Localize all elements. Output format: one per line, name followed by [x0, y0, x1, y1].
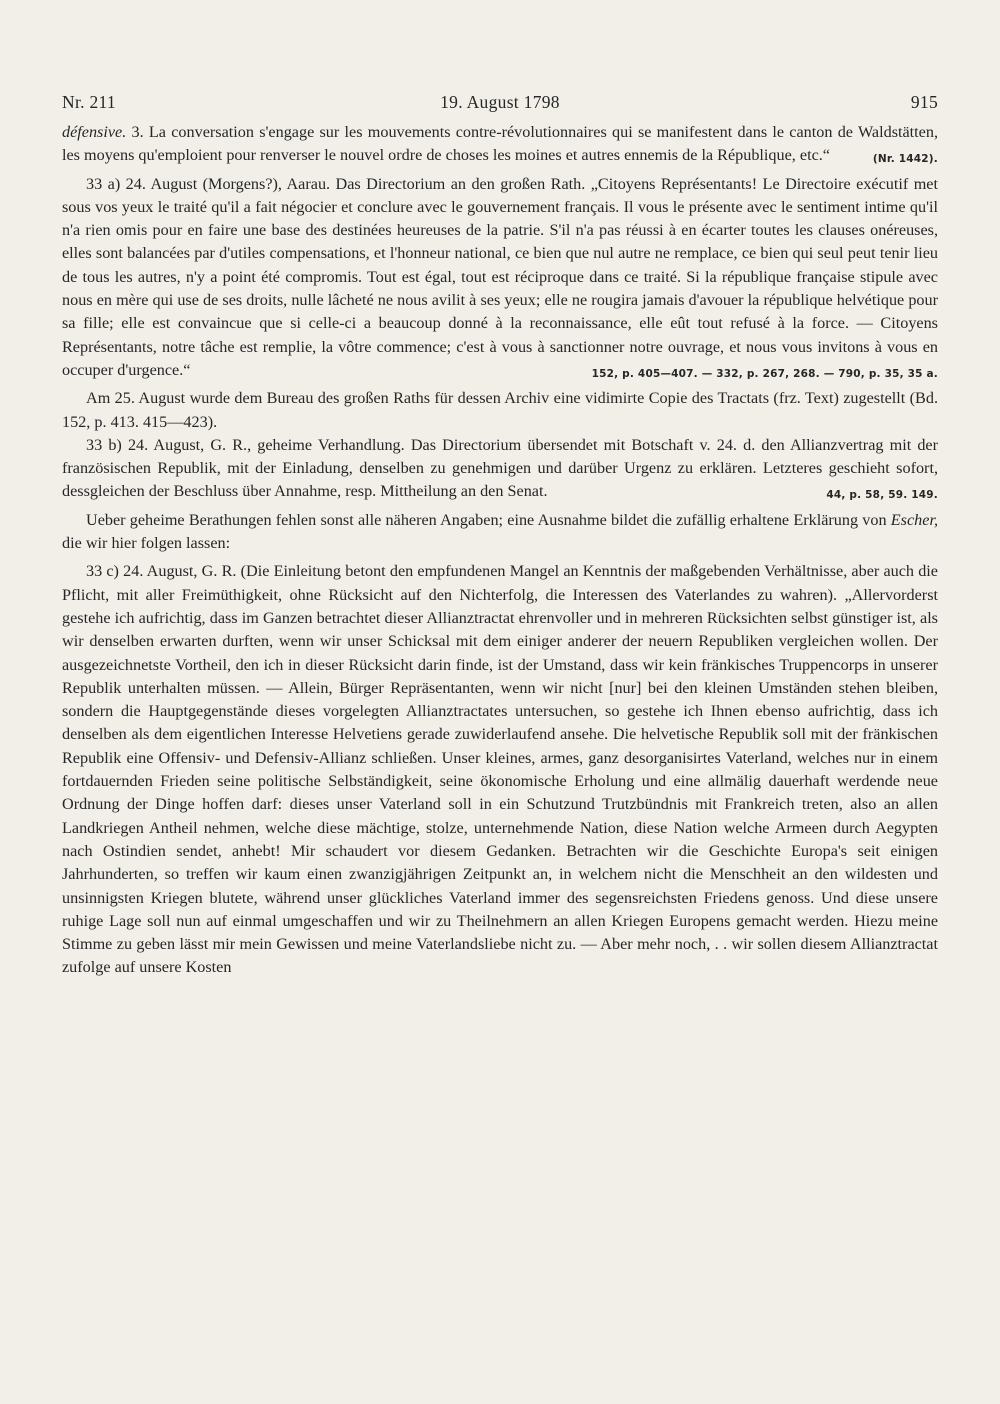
document-number: Nr. 211 — [62, 92, 116, 112]
paragraph-text: 33 a) 24. August (Morgens?), Aarau. Das Directorium an den großen Rath. „Citoyens Représentants! Le Directoire exécutif met sous vos yeux le traité qu'il a fait négocier et conclure avec le gouvernement français. Il vous le présente avec le sentiment intime qu'il n'a rien omis pour en faire une base des destinées heureuses de la patrie. S'il n'a pas réussi à en écarter toutes les clauses onéreuses, elles sont balancées par d'utiles compensations, et l'honneur national, ce bien que nul autre ne remplace, ce bien qui seul peut tenir lieu de tous les autres, n'y a point été compromis. Tout est égal, tout est réciproque dans ce traité. Si la république française stipule avec nous en mère qui use de ses droits, nulle lâcheté ne nous avilit à ses yeux; elle ne rougira jamais d'avouer la république helvétique pour sa fille; elle est convaincue que si celle-ci a beaucoup donné à la reconnaissance, elle eût tout refusé à la force. — Citoyens Représentants, notre tâche est remplie, la vôtre commence; c'est à vous à sanctionner notre ouvrage, et nous vous invitons à vous en occuper d'urgence.“ — [62, 174, 938, 379]
document-page — [62, 92, 938, 980]
page-body — [62, 121, 938, 980]
source-reference: (Nr. 1442). — [872, 153, 938, 166]
paragraph-33b — [62, 434, 938, 504]
page-header — [62, 92, 938, 118]
paragraph-defensive — [62, 121, 938, 168]
paragraph-text: die wir hier folgen lassen: — [62, 534, 231, 553]
paragraph-geheime-berathungen — [62, 509, 938, 556]
source-reference: 152, p. 405—407. — 332, p. 267, 268. — 790, p. 35, 35 a. — [591, 367, 938, 380]
source-reference: 44, p. 58, 59. 149. — [826, 489, 938, 502]
paragraph-text: 33 b) 24. August, G. R., geheime Verhandlung. Das Directorium übersendet mit Botschaft v. 24. d. den Allianzvertrag mit der französischen Republik, mit der Einladung, denselben zu genehmigen und darüber Urgenz zu erklären. Letzteres geschieht sofort, dessgleichen der Beschluss über Annahme, resp. Mittheilung an den Senat. — [62, 435, 938, 501]
paragraph-text: 33 c) 24. August, G. R. (Die Einleitung betont den empfundenen Mangel an Kenntnis der maßgebenden Verhältnisse, aber auch die Pflicht, mit aller Freimüthigkeit, ohne Rücksicht auf den Nichterfolg, die Interessen des Vaterlandes zu wahren). „Allervorderst gestehe ich aufrichtig, dass im Ganzen betrachtet dieser Allianztractat ehrenvoller und in mehreren Rücksichten selbst günstiger ist, als wir denselben erwarten durften, wenn wir unser Schicksal mit dem einiger anderer der neuern Republiken vergleichen wollen. Der ausgezeichnetste Vortheil, den ich in dieser Rücksicht darin finde, ist der Umstand, dass wir kein fränkisches Truppencorps in unserer Republik unterhalten müssen. — Allein, Bürger Repräsentanten, wenn wir nicht [nur] bei den kleinen Umständen stehen bleiben, sondern die Hauptgegenstände dieses vorgelegten Allianztractates untersuchen, so gestehe ich Ihnen ebenso aufrichtig, dass ich denselben als dem eigentlichen Interesse Helvetiens gerade zuwiderlaufend ansehe. Die helvetische Republik soll mit der fränkischen Republik eine Offensiv- und Defensiv-Allianz schließen. Unser kleines, armes, ganz desorganisirtes Vaterland, welches nur in einem fortdauernden Frieden seine politische Selbständigkeit, seine ökonomische Erholung und eine allmälig dauerhaft werdende neue Ordnung der Dinge hoffen darf: dieses unser Vaterland soll in ein Schutzund Trutzbündnis mit Frankreich treten, also an allen Landkriegen Antheil nehmen, welche diese mächtige, stolze, unternehmende Nation, diese Nation welche Armeen durch Aegypten nach Ostindien sendet, anhebt! Mir schaudert vor diesem Gedanken. Betrachten wir die Geschichte Europa's seit einigen Jahrhunderten, so treffen wir kaum einen zwanzigjährigen Zeitpunkt an, in welchem nicht die Menschheit an den wildesten und unsinnigsten Kriegen blutete, während unser glückliches Vaterland immer des segensreichsten Friedens genoss. Und diese unsere ruhige Lage soll nun auf einmal umgeschaffen und wir zu Theilnehmern an allen Kriegen Europens gemacht werden. Hiezu meine Stimme zu geben lässt mir mein Gewissen und meine Vaterlandsliebe nicht zu. — Aber mehr noch, . . wir sollen diesem Allianztractat zufolge auf unsere Kosten — [62, 562, 938, 977]
paragraph-text: Am 25. August wurde dem Bureau des großen Raths für dessen Archiv eine vidimirte Copie des Tractats (frz. Text) zugestellt (Bd. 152, p. 413. 415—423). — [62, 389, 938, 431]
paragraph-33a — [62, 173, 938, 383]
paragraph-am-25-august — [62, 387, 938, 434]
paragraph-33c — [62, 560, 938, 979]
page-number: 915 — [910, 92, 938, 112]
paragraph-text: Ueber geheime Berathungen fehlen sonst alle näheren Angaben; eine Ausnahme bildet die zufällig erhaltene Erklärung von — [86, 510, 891, 529]
italic-lead: défensive. — [62, 123, 127, 141]
italic-name: Escher, — [890, 510, 938, 529]
paragraph-text: 3. La conversation s'engage sur les mouvements contre-révolutionnaires qui se manifestent dans le canton de Waldstätten, les moyens qu'emploient pour renverser le nouvel ordre de choses les moines et autres ennemis de la République, etc.“ — [62, 123, 938, 165]
page-date: 19. August 1798 — [440, 92, 560, 112]
